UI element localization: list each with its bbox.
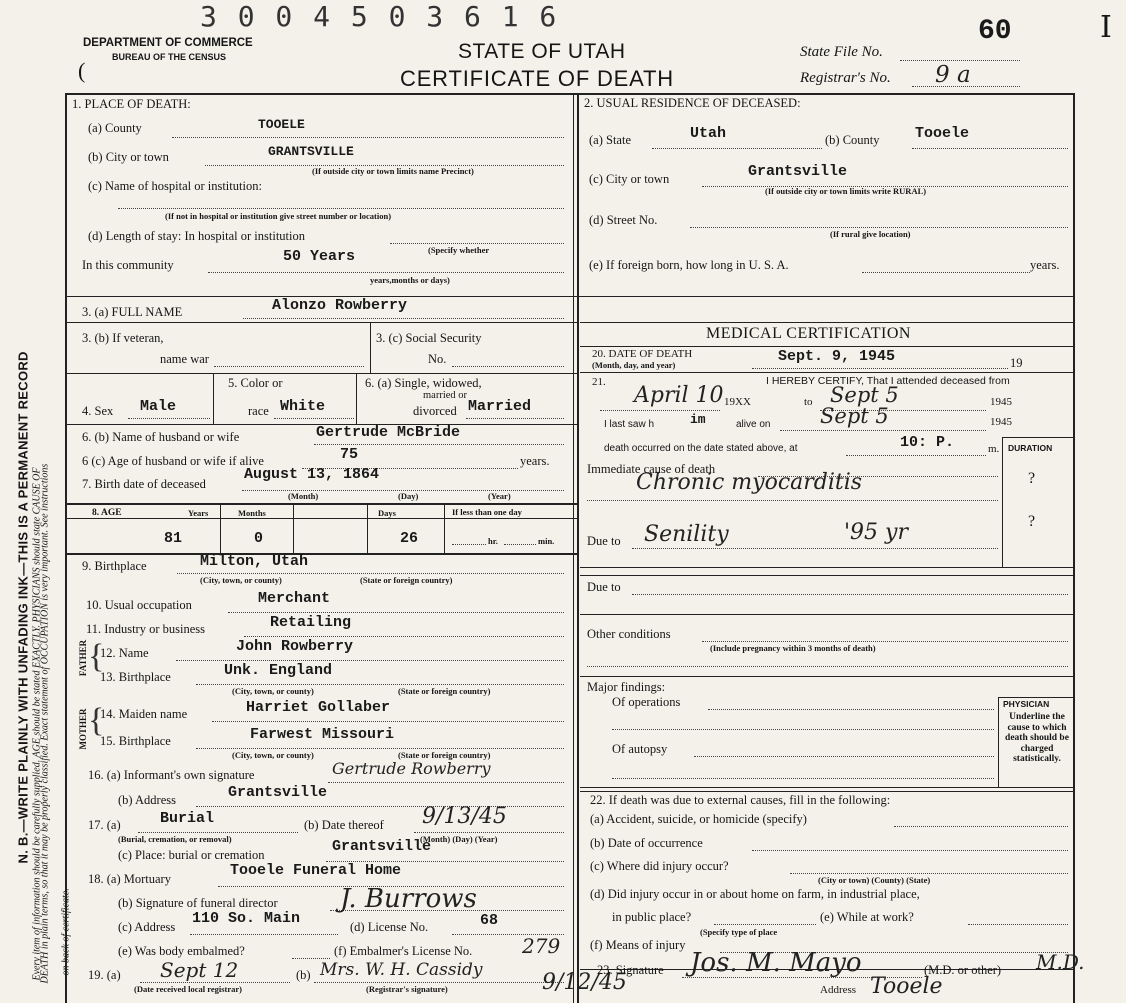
embalmer-license-value: 279 <box>522 934 561 958</box>
mother-bp-note-state: (State or foreign country) <box>398 750 491 760</box>
mother-birthplace-label: 15. Birthplace <box>100 734 171 748</box>
department: DEPARTMENT OF COMMERCE <box>83 37 253 49</box>
father-name-label: 12. Name <box>100 646 149 660</box>
immediate-cause: Chronic myocarditis <box>636 470 863 495</box>
disposition-note: (Burial, cremation, or removal) <box>118 834 232 844</box>
last-saw-im: im <box>690 412 706 427</box>
community-value: 50 Years <box>283 248 356 265</box>
age-days-header: Days <box>378 508 396 518</box>
mother-name-label: 14. Maiden name <box>100 707 188 721</box>
underline-note: Underline the cause to which death should be charged statistically. <box>1005 712 1069 764</box>
corner-mark: I <box>1100 10 1112 45</box>
death-certificate: N. B.—WRITE PLAINLY WITH UNFADING INK—THIS IS A PERMANENT RECORD Every item of information should be carefully supplied. AGE should be stated EXACTLY. PHYSICIANS should state CAUSE OF DEATH in plain terms, so that it may be properly classified. Exact statement of OCCUPATION is very important. See instructions on back of certificate. 3 0 0 4 5 0 3 6 1 6 DEPARTMENT OF COMMERCE BUREAU OF THE CENSUS STATE OF UTAH CERTIFICATE OF DEATH State File No. 60 Registrar's No. 9 a I ( 1. PLACE OF DEATH: (a) County TOOELE (b) City or town GRANTSVILLE (If outside city or town limits name Precinct) (c) Name of hospital or institution: (If not in hospital or institution give street number or location) (d) Length of stay: In hospital or institution (Specify whether In this community 50 Years years,months or days) 2. USUAL RESIDENCE OF DECEASED: (a) State Utah (b) County Tooele (c) City or town Grantsville (If outside city or town limits write RURAL) (d) Street No. (If rural give location) (e) If foreign born, how long in U. S. A. years. 3. (a) FULL NAME Alonzo Rowberry 3. (b) If veteran, name war 3. (c) Social Security No. 4. Sex Male 5. Color or race White 6. (a) Single, widowed, married or divorced Married 6. (b) Name of husband or wife Gertrude McBride 6 (c) Age of husband or wife if alive 75 years. 7. Birth date of deceased August 13, 1864 (Month) (Day) (Year) 8. AGE Years Months Days If less than one day 81 0 26 hr. min. 9. Birthplace Milton, Utah (City, town, or county) (State or foreign country) 10. Usual occupation Merchant 11. Industry or business Retailing FATHER MOTHER { { 12. Name John Rowberry 13. Birthplace Unk. England (City, town, or county) (State or foreign country) 14. Maiden name Harriet Gollaber 15. Birthplace Farwest Missouri (City, town, or county) (State or foreign country) 16. (a) Informant's own signature Gertrude Rowberry (b) Address Grantsville 17. (a) Burial (Burial, cremation, or removal) (b) Date thereof 9/13/45 (Month) (Day) (Year) (c) Place: burial or cremation Grantsville 18. (a) Mortuary Tooele Funeral Home (b) Signature of funeral director J. Burrows (c) Address 110 So. Main (d) License No. 68 (e) Was body embalmed? (f) Embalmer's License No. 279 19. (a) Sept 12 (Date received local registrar) (b) Mrs. W. H. Cassidy (Registrar's signature) 9/12/45 MEDICAL CERTIFICATION 20. DATE OF DEATH (Month, day, and year) Sept. 9, 1945 19 21. I HEREBY CERTIFY, That I attended deceased from April 10 19XX to Sept 5 1945 I last saw h im alive on Sept 5 1945 death occurred on the date stated above, at 10: P. m. DURATION Immediate cause of death Chronic myocarditis ? Due to Senility '95 yr ? Due to Other conditions (Include pregnancy within 3 months of death) Major findings: Of operations Of autopsy PHYSICIAN Underline the cause to which death should be charged statistically. 22. If death was due to external causes, fill in the following: (a) Accident, suicide, or homicide (specify) (b) Date of occurrence (c) Where did injury occur? (City or town) (County) (State) (d) Did injury occur in or about home on farm, in industrial place, in public place? (e) While at work? (Specify type of place (f) Means of injury 23. Signature Jos. M. Mayo (M.D. or other) M.D. Address Tooele <box>0 0 1126 1003</box>
res-state-label: (a) State <box>589 133 631 147</box>
at-work-label: (e) While at work? <box>820 910 914 924</box>
occupation-value: Merchant <box>258 590 331 607</box>
last-saw-label: I last saw h <box>604 419 655 430</box>
external-causes-title: 22. If death was due to external causes, fill in the following: <box>590 793 891 807</box>
occurred-label: death occurred on the date stated above, at <box>604 443 798 454</box>
age-months-value: 0 <box>254 530 264 547</box>
embalmer-license-label: (f) Embalmer's License No. <box>334 944 473 958</box>
foreign-label: (e) If foreign born, how long in U. S. A. <box>589 258 789 272</box>
state-file-number: 60 <box>978 16 1012 47</box>
res-city-value: Grantsville <box>748 163 848 180</box>
side-instructions-2: DEATH in plain terms, so that it may be properly classified. Exact statement of OCCUPATION is very important. See instructions <box>39 463 51 984</box>
side-instructions-3: on back of certificate. <box>60 888 72 976</box>
public-place-label: in public place? <box>612 910 692 924</box>
war-label: name war <box>160 352 209 366</box>
less-than-day-header: If less than one day <box>452 507 522 517</box>
burial-place-label: (c) Place: burial or cremation <box>118 848 265 862</box>
due-to-cause: Senility <box>644 522 729 547</box>
age-label: 8. AGE <box>92 508 122 518</box>
informant-label: 16. (a) Informant's own signature <box>88 768 255 782</box>
disposition-label: 17. (a) <box>88 818 121 832</box>
registrar-date-label: 19. (a) <box>88 968 121 982</box>
divorced-label: divorced <box>413 404 457 418</box>
physician-header: PHYSICIAN <box>1003 699 1050 709</box>
birthplace-label: 9. Birthplace <box>82 559 147 573</box>
margin-mark: ( <box>78 58 86 83</box>
residence-title: 2. USUAL RESIDENCE OF DECEASED: <box>584 96 801 110</box>
death-city-value: GRANTSVILLE <box>268 144 354 159</box>
father-birthplace-label: 13. Birthplace <box>100 670 171 684</box>
hospital-label: (c) Name of hospital or institution: <box>88 179 262 193</box>
age-years-header: Years <box>188 508 209 518</box>
due-to-1-label: Due to <box>587 534 621 548</box>
registrar-sig-label: (b) <box>296 968 311 982</box>
mortuary-address-label: (c) Address <box>118 920 176 934</box>
item-21: 21. <box>592 376 606 388</box>
full-name-value: Alonzo Rowberry <box>272 297 408 314</box>
attended-year1: 19XX <box>724 396 751 408</box>
disposition-value: Burial <box>160 810 215 827</box>
registrar-number: 9 a <box>935 62 971 88</box>
injury-where-label: (c) Where did injury occur? <box>590 859 729 873</box>
injury-location-note: (City or town) (County) (State) <box>818 875 931 885</box>
street-note: (If rural give location) <box>830 229 911 239</box>
specify-note: (Specify whether <box>428 245 490 255</box>
accident-label: (a) Accident, suicide, or homicide (specify) <box>590 812 807 826</box>
sex-value: Male <box>140 398 177 415</box>
informant-address-value: Grantsville <box>228 784 328 801</box>
sex-label: 4. Sex <box>82 404 114 418</box>
death-county-label: (a) County <box>88 121 142 135</box>
funeral-director-signature: J. Burrows <box>340 884 477 914</box>
res-state-value: Utah <box>690 125 727 142</box>
dod-value: Sept. 9, 1945 <box>778 348 896 365</box>
death-time: 10: P. <box>900 434 955 451</box>
registrar-no-label: Registrar's No. <box>800 70 891 86</box>
mdy-note: (Month) (Day) (Year) <box>420 834 498 844</box>
married-or-label: married or <box>423 390 468 401</box>
registrar-date-note: (Date received local registrar) <box>134 984 243 994</box>
spouse-label: 6. (b) Name of husband or wife <box>82 430 240 444</box>
hr-label: hr. <box>488 536 498 546</box>
father-bp-note-city: (City, town, or county) <box>232 686 314 696</box>
dod-label: 20. DATE OF DEATH <box>592 348 693 360</box>
duration-header: DURATION <box>1008 443 1053 453</box>
father-name-value: John Rowberry <box>236 638 354 655</box>
other-conditions-label: Other conditions <box>587 627 671 641</box>
birthplace-note-city: (City, town, or county) <box>200 575 282 585</box>
means-of-injury-label: (f) Means of injury <box>590 938 686 952</box>
age-months-header: Months <box>238 508 266 518</box>
dod-note: (Month, day, and year) <box>592 360 676 370</box>
of-autopsy-label: Of autopsy <box>612 742 668 756</box>
birth-date-value: August 13, 1864 <box>244 466 380 483</box>
month-note: (Month) <box>288 491 319 501</box>
certify-text: I HEREBY CERTIFY, That I attended deceased from <box>766 375 1010 387</box>
injury-home-label: (d) Did injury occur in or about home on farm, in industrial place, <box>590 887 920 901</box>
death-county-value: TOOELE <box>258 117 305 132</box>
mortuary-value: Tooele Funeral Home <box>230 862 402 879</box>
age-days-value: 26 <box>400 530 419 547</box>
md-or-other: (M.D. or other) <box>924 963 1002 977</box>
marital-label: 6. (a) Single, widowed, <box>365 376 482 390</box>
margin-date: 9/12/45 <box>542 970 627 995</box>
burial-date-value: 9/13/45 <box>422 804 507 829</box>
mother-name-value: Harriet Gollaber <box>246 699 391 716</box>
alive-on: Sept 5 <box>820 404 889 428</box>
spouse-value: Gertrude McBride <box>316 424 461 441</box>
alive-year: 1945 <box>990 416 1012 428</box>
marital-value: Married <box>468 398 532 415</box>
attended-to-label: to <box>804 396 813 408</box>
year-note: (Year) <box>488 491 511 501</box>
certificate-title: CERTIFICATE OF DEATH <box>400 66 674 91</box>
side-warning: N. B.—WRITE PLAINLY WITH UNFADING INK—THIS IS A PERMANENT RECORD <box>15 351 31 864</box>
spouse-age-value: 75 <box>340 446 359 463</box>
bureau: BUREAU OF THE CENSUS <box>112 52 227 62</box>
industry-label: 11. Industry or business <box>86 622 205 636</box>
registrar-date-value: Sept 12 <box>160 958 239 982</box>
spouse-age-years: years. <box>520 454 550 468</box>
license-label: (d) License No. <box>350 920 429 934</box>
physician-address: Tooele <box>870 974 943 999</box>
res-county-value: Tooele <box>915 125 970 142</box>
duration-2: ? <box>1028 513 1036 530</box>
place-of-death-title: 1. PLACE OF DEATH: <box>72 97 191 111</box>
color-label: 5. Color or <box>228 376 283 390</box>
major-findings-label: Major findings: <box>587 680 666 694</box>
foreign-years: years. <box>1030 258 1060 272</box>
alive-label: alive on <box>736 419 771 430</box>
mortuary-address-value: 110 So. Main <box>192 910 301 927</box>
full-name-label: 3. (a) FULL NAME <box>82 305 183 319</box>
of-operations-label: Of operations <box>612 695 681 709</box>
res-city-label: (c) City or town <box>589 172 670 186</box>
burial-place-value: Grantsville <box>332 838 432 855</box>
birthplace-note-state: (State or foreign country) <box>360 575 453 585</box>
duration-1: ? <box>1028 470 1036 487</box>
ymd-note: years,months or days) <box>370 275 450 285</box>
informant-address-label: (b) Address <box>118 793 176 807</box>
attended-to: Sept 5 <box>830 383 899 407</box>
physician-address-label: Address <box>820 984 857 996</box>
father-tag: FATHER <box>78 639 88 677</box>
dod-19: 19 <box>1010 356 1023 370</box>
street-label: (d) Street No. <box>589 213 658 227</box>
physician-signature: Jos. M. Mayo <box>690 948 862 978</box>
serial-number: 3 0 0 4 5 0 3 6 1 6 <box>200 0 559 33</box>
immediate-cause-label: Immediate cause of death <box>587 462 716 476</box>
mother-bp-note-city: (City, town, or county) <box>232 750 314 760</box>
due-to-note: '95 yr <box>844 520 908 545</box>
time-m: m. <box>988 443 1000 455</box>
embalmed-label: (e) Was body embalmed? <box>118 944 245 958</box>
birthplace-value: Milton, Utah <box>200 553 309 570</box>
occurrence-date-label: (b) Date of occurrence <box>590 836 703 850</box>
registrar-signature: Mrs. W. H. Cassidy <box>320 960 483 980</box>
specify-place-note: (Specify type of place <box>700 927 778 937</box>
day-note: (Day) <box>398 491 419 501</box>
death-city-label: (b) City or town <box>88 150 169 164</box>
death-city-note: (If outside city or town limits name Precinct) <box>312 166 474 176</box>
industry-value: Retailing <box>270 614 352 631</box>
social-security-no: No. <box>428 352 447 366</box>
father-birthplace-value: Unk. England <box>224 662 333 679</box>
mother-tag: MOTHER <box>78 708 88 750</box>
mother-birthplace-value: Farwest Missouri <box>250 726 395 743</box>
state-title: STATE OF UTAH <box>458 40 626 63</box>
birth-date-label: 7. Birth date of deceased <box>82 477 206 491</box>
age-years-value: 81 <box>164 530 183 547</box>
burial-date-label: (b) Date thereof <box>304 818 384 832</box>
mortuary-label: 18. (a) Mortuary <box>88 872 171 886</box>
attended-year2: 1945 <box>990 396 1012 408</box>
spouse-age-label: 6 (c) Age of husband or wife if alive <box>82 454 264 468</box>
veteran-label: 3. (b) If veteran, <box>82 331 164 345</box>
min-label: min. <box>538 536 555 546</box>
medical-title: MEDICAL CERTIFICATION <box>706 325 911 342</box>
md-signature: M.D. <box>1036 950 1085 974</box>
attended-from: April 10 <box>634 383 724 408</box>
due-to-2-label: Due to <box>587 580 621 594</box>
side-instructions-1: Every item of information should be carefully supplied. AGE should be stated EXACTLY. PHYSICIANS should state CAUSE OF <box>31 467 43 981</box>
res-county-label: (b) County <box>825 133 880 147</box>
registrar-sig-note: (Registrar's signature) <box>366 984 448 994</box>
social-security-label: 3. (c) Social Security <box>376 331 482 345</box>
res-city-note: (If outside city or town limits write RURAL) <box>765 186 927 196</box>
license-value: 68 <box>480 912 499 929</box>
informant-signature: Gertrude Rowberry <box>332 759 491 778</box>
state-file-label: State File No. <box>800 44 883 60</box>
community-label: In this community <box>82 258 174 272</box>
occupation-label: 10. Usual occupation <box>86 598 192 612</box>
hospital-note: (If not in hospital or institution give street number or location) <box>165 211 392 221</box>
length-of-stay-label: (d) Length of stay: In hospital or institution <box>88 229 305 243</box>
race-label: race <box>248 404 269 418</box>
race-value: White <box>280 398 326 415</box>
other-conditions-note: (Include pregnancy within 3 months of death) <box>710 643 876 653</box>
funeral-director-label: (b) Signature of funeral director <box>118 896 278 910</box>
signature-label: 23. Signature <box>597 963 664 977</box>
father-bp-note-state: (State or foreign country) <box>398 686 491 696</box>
